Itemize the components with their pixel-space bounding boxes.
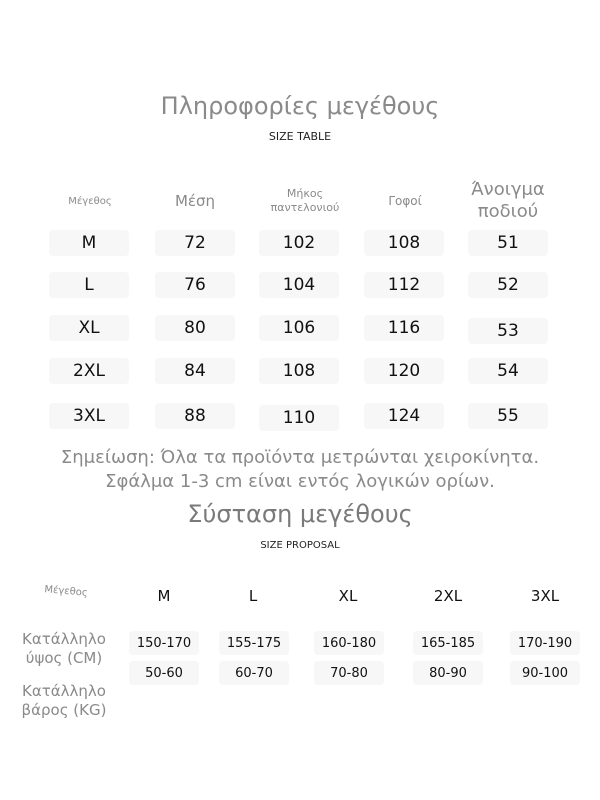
table-cell: 55 — [468, 403, 548, 429]
table-cell: 124 — [364, 403, 444, 429]
proposal-size-label: Μέγεθος — [43, 584, 89, 599]
height-range: 165-185 — [413, 631, 483, 655]
weight-label: Κατάλληλο βάρος (KG) — [21, 682, 107, 719]
size-proposal-subtitle: SIZE PROPOSAL — [260, 540, 340, 551]
table-cell: 110 — [259, 405, 339, 431]
height-range: 160-180 — [314, 631, 384, 655]
weight-range: 90-100 — [510, 661, 580, 685]
table-cell: 108 — [259, 358, 339, 384]
proposal-size: 3XL — [530, 587, 560, 605]
table-cell: 88 — [155, 403, 235, 429]
note-line-1: Σημείωση: Όλα τα προϊόντα μετρώνται χειροκίνητα. — [60, 447, 540, 468]
size-table-subtitle: SIZE TABLE — [268, 130, 332, 143]
proposal-size: XL — [338, 587, 358, 605]
proposal-size: L — [248, 587, 258, 605]
height-range: 170-190 — [510, 631, 580, 655]
table-cell: 120 — [364, 358, 444, 384]
header-leg-opening: Άνοιγμα ποδιού — [471, 179, 545, 222]
measurement-note — [0, 446, 600, 494]
table-cell: 108 — [364, 230, 444, 256]
header-hips: Γοφοί — [388, 194, 422, 208]
proposal-size: 2XL — [433, 587, 463, 605]
weight-range: 50-60 — [129, 661, 199, 685]
height-label: Κατάλληλο ύψος (CM) — [22, 630, 106, 667]
size-proposal-title: Σύσταση μεγέθους — [187, 500, 413, 528]
table-cell: 84 — [155, 358, 235, 384]
table-cell: 53 — [468, 318, 548, 344]
table-cell: 106 — [259, 315, 339, 341]
weight-range: 60-70 — [219, 661, 289, 685]
table-cell: 3XL — [49, 403, 129, 429]
height-range: 155-175 — [219, 631, 289, 655]
header-size: Μέγεθος — [68, 195, 112, 207]
table-cell: 54 — [468, 358, 548, 384]
table-cell: XL — [49, 315, 129, 341]
weight-range: 70-80 — [314, 661, 384, 685]
table-cell: 80 — [155, 315, 235, 341]
table-cell: M — [49, 230, 129, 256]
size-info-title: Πληροφορίες μεγέθους — [160, 92, 440, 120]
table-cell: 104 — [259, 272, 339, 298]
table-cell: L — [49, 272, 129, 298]
table-cell: 76 — [155, 272, 235, 298]
table-cell: 112 — [364, 272, 444, 298]
table-cell: 52 — [468, 272, 548, 298]
note-line-2: Σφάλμα 1-3 cm είναι εντός λογικών ορίων. — [105, 471, 495, 492]
proposal-size: M — [157, 587, 171, 605]
height-range: 150-170 — [129, 631, 199, 655]
table-cell: 2XL — [49, 358, 129, 384]
table-cell: 72 — [155, 230, 235, 256]
table-cell: 51 — [468, 230, 548, 256]
table-cell: 102 — [259, 230, 339, 256]
table-cell: 116 — [364, 315, 444, 341]
weight-range: 80-90 — [413, 661, 483, 685]
header-pants-length: Μήκος παντελονιού — [270, 187, 340, 214]
header-waist: Μέση — [174, 192, 216, 210]
